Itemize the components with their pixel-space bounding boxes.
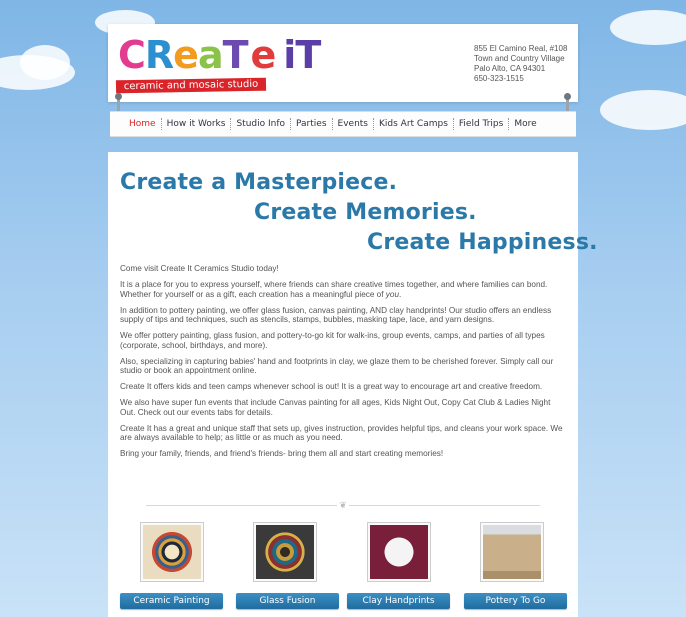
- ceramic-painting-button[interactable]: Ceramic Painting: [120, 593, 223, 609]
- nav-studio-info[interactable]: Studio Info: [231, 118, 291, 130]
- paragraph: It is a place for you to express yourself, where friends can share creative times together, and where families can bond. Whether for yourself or as a gift, each creation has a meaningful piece of you.: [120, 280, 548, 299]
- cloud-decoration: [20, 45, 70, 80]
- nav-events[interactable]: Events: [333, 118, 374, 130]
- address-line: 855 El Camino Real, #108: [474, 44, 568, 53]
- nav-more[interactable]: More: [514, 119, 537, 129]
- nav-how-it-works[interactable]: How it Works: [162, 118, 232, 130]
- paragraph: We offer pottery painting, glass fusion, and pottery-to-go kit for walk-ins, group events, camps, and parties of all types (corporate, school, birthdays, and more).: [120, 331, 545, 350]
- paragraph: In addition to pottery painting, we offer glass fusion, canvas painting, AND clay handprints! Our studio offers an endless supply of tips and techniques, such as stencils, stamps, bubbles, masking tape, lace, and yarn designs.: [120, 305, 552, 324]
- glass-fusion-button[interactable]: Glass Fusion: [236, 593, 339, 609]
- main-nav: [110, 111, 576, 137]
- paragraph: Also, specializing in capturing babies' hand and footprints in clay, we glaze them to be cherished forever. Simply call our studio or book an appointment online.: [120, 356, 554, 375]
- address-line: Palo Alto, CA 94301: [474, 64, 546, 73]
- clay-handprints-image[interactable]: [367, 522, 431, 582]
- phone-number[interactable]: 650-323-1515: [474, 74, 524, 83]
- nav-home[interactable]: Home: [124, 118, 162, 130]
- tagline-happiness: Create Happiness.: [367, 230, 598, 255]
- paragraph: Come visit Create It Ceramics Studio today!: [120, 264, 279, 273]
- cloud-decoration: [600, 90, 686, 130]
- tagline-memories: Create Memories.: [254, 200, 477, 225]
- divider-ornament-icon: ❦: [337, 500, 349, 510]
- nav-parties[interactable]: Parties: [291, 118, 333, 130]
- studio-address: [474, 44, 574, 84]
- paragraph: Create It offers kids and teen camps whenever school is out! It is a great way to encourage art and creative freedom.: [120, 382, 543, 391]
- ceramic-painting-image[interactable]: [140, 522, 204, 582]
- site-logo[interactable]: CReaTe iT: [118, 33, 321, 77]
- address-line: Town and Country Village: [474, 54, 565, 63]
- clay-handprints-button[interactable]: Clay Handprints: [347, 593, 450, 609]
- logo-subtitle: ceramic and mosaic studio: [116, 78, 266, 94]
- pottery-to-go-image[interactable]: [480, 522, 544, 582]
- main-content: [108, 152, 598, 617]
- paragraph: Create It has a great and unique staff that sets up, gives instruction, provides helpful tips, and cleans your work space. We are always available to help; as little or as much as you need.: [120, 423, 563, 442]
- tagline-masterpiece: Create a Masterpiece.: [120, 170, 398, 195]
- nav-field-trips[interactable]: Field Trips: [454, 118, 509, 130]
- paragraph: We also have super fun events that include Canvas painting for all ages, Kids Night Out, Copy Cat Club & Ladies Night Out. Check out our events tabs for details.: [120, 398, 551, 417]
- pottery-to-go-button[interactable]: Pottery To Go: [464, 593, 567, 609]
- cloud-decoration: [610, 10, 686, 45]
- site-header: [108, 24, 578, 102]
- nav-kids-art-camps[interactable]: Kids Art Camps: [374, 118, 454, 130]
- paragraph: Bring your family, friends, and friend's friends- bring them all and start creating memories!: [120, 449, 444, 458]
- intro-text: [120, 264, 566, 465]
- glass-fusion-image[interactable]: [253, 522, 317, 582]
